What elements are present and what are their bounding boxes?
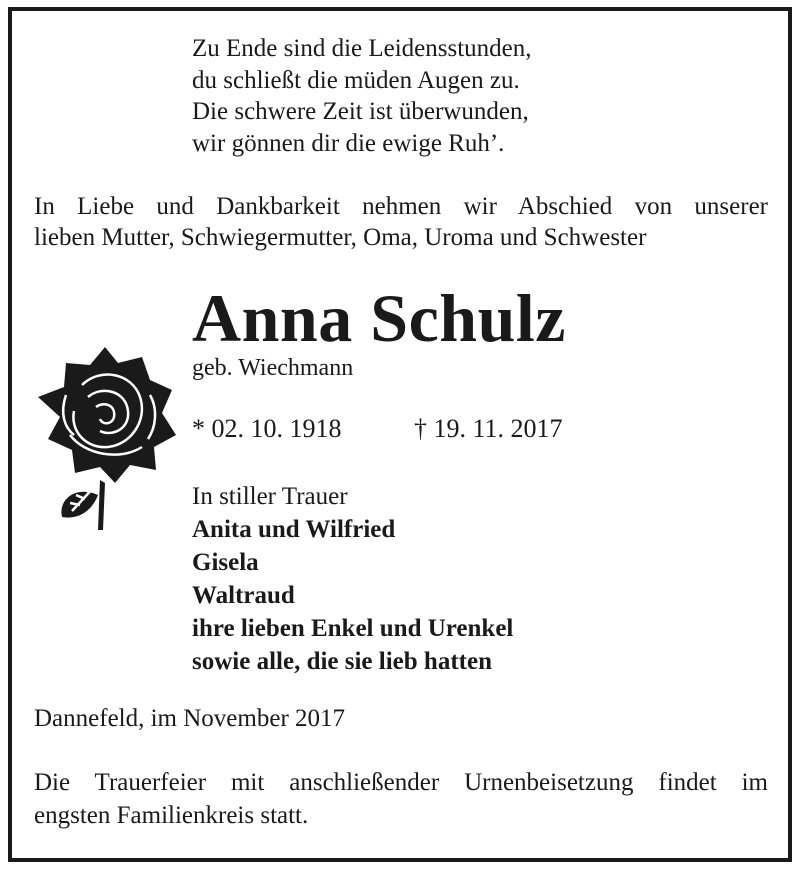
mourners [192, 480, 513, 678]
poem-line: wir gönnen dir die ewige Ruh’. [192, 129, 505, 157]
closing-line: engsten Familienkreis statt. [34, 802, 309, 829]
mourners-intro: In stiller Trauer [192, 483, 348, 510]
mourner-line: Waltraud [192, 582, 295, 609]
birth-date: * 02. 10. 1918 [192, 414, 342, 443]
life-dates [192, 414, 563, 444]
poem-line: Die schwere Zeit ist überwunden, [192, 98, 529, 125]
poem-line: Zu Ende sind die Leidensstunden, [192, 35, 532, 62]
death-date: † 19. 11. 2017 [414, 414, 563, 443]
poem [192, 33, 532, 159]
mourner-line: ihre lieben Enkel und Urenkel [192, 615, 514, 642]
intro-line: lieben Mutter, Schwiegermutter, Oma, Uroma und Schwester [34, 224, 647, 251]
intro-line: In Liebe und Dankbarkeit nehmen wir Abschied von unserer [34, 193, 768, 220]
mourner-line: Anita und Wilfried [192, 516, 396, 543]
closing-line: Die Trauerfeier mit anschließender Urnenbeisetzung findet im [34, 769, 768, 796]
birth-name: geb. Wiechmann [192, 355, 354, 381]
poem-line: du schließt die müden Augen zu. [192, 66, 520, 94]
deceased-name: Anna Schulz [192, 280, 566, 356]
mourner-line: sowie alle, die sie lieb hatten [192, 648, 492, 675]
rose-icon [30, 335, 180, 530]
place-date: Dannefeld, im November 2017 [34, 705, 346, 732]
mourner-line: Gisela [192, 549, 259, 576]
